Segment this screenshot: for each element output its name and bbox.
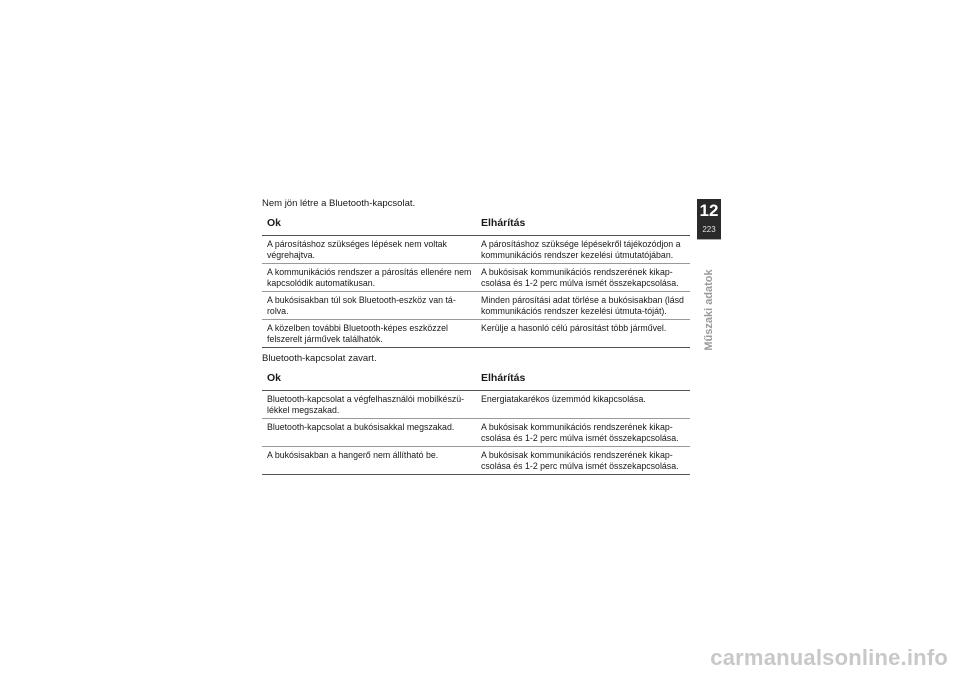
column-header-remedy: Elhárítás [476,368,690,391]
sidebar-divider [697,239,721,240]
table-row [262,419,690,447]
watermark: carmanualsonline.info [710,645,948,670]
cause-cell: Bluetooth-kapcsolat a végfelhasználói mobilkészü-lékkel megszakad. [262,391,476,419]
table-row [262,447,690,475]
column-header-remedy: Elhárítás [476,213,690,236]
chapter-tab [697,199,721,239]
cause-cell: A kommunikációs rendszer a párosítás ellenére nem kapcsolódik automatikusan. [262,264,476,292]
remedy-cell: A párosításhoz szüksége lépésekről tájékozódjon a kommunikációs rendszer kezelési útmutatójában. [476,236,690,264]
remedy-cell: A bukósisak kommunikációs rendszerének kikap-csolása és 1-2 perc múlva ismét összekapcsolása. [476,447,690,475]
remedy-cell: Energiatakarékos üzemmód kikapcsolása. [476,391,690,419]
page-content [262,198,690,475]
cause-cell: A bukósisakban túl sok Bluetooth-eszköz van tá-rolva. [262,292,476,320]
table-row [262,320,690,348]
table-row [262,292,690,320]
troubleshooting-table-connection [262,213,690,348]
table-row [262,264,690,292]
cause-cell: A bukósisakban a hangerő nem állítható be. [262,447,476,475]
table-header-row [262,368,690,391]
column-header-cause: Ok [262,368,476,391]
table-row [262,236,690,264]
remedy-cell: A bukósisak kommunikációs rendszerének kikap-csolása és 1-2 perc múlva ismét összekapcsolása. [476,264,690,292]
table-row [262,391,690,419]
remedy-cell: Minden párosítási adat törlése a bukósisakban (lásd kommunikációs rendszer kezelési útmuta-tóját). [476,292,690,320]
table-header-row [262,213,690,236]
column-header-cause: Ok [262,213,476,236]
cause-cell: A közelben további Bluetooth-képes eszközzel felszerelt járművek találhatók. [262,320,476,348]
cause-cell: A párosításhoz szükséges lépések nem voltak végrehajtva. [262,236,476,264]
chapter-title-vertical: Műszaki adatok [703,269,715,351]
section-title-connection-disturbed: Bluetooth-kapcsolat zavart. [262,353,377,364]
remedy-cell: Kerülje a hasonló célú párosítást több járművel. [476,320,690,348]
troubleshooting-table-disturbance [262,368,690,475]
page-number: 223 [702,225,716,234]
chapter-number: 12 [699,201,719,220]
cause-cell: Bluetooth-kapcsolat a bukósisakkal megszakad. [262,419,476,447]
remedy-cell: A bukósisak kommunikációs rendszerének kikap-csolása és 1-2 perc múlva ismét összekapcsolása. [476,419,690,447]
section-title-connection-failed: Nem jön létre a Bluetooth-kapcsolat. [262,198,416,209]
